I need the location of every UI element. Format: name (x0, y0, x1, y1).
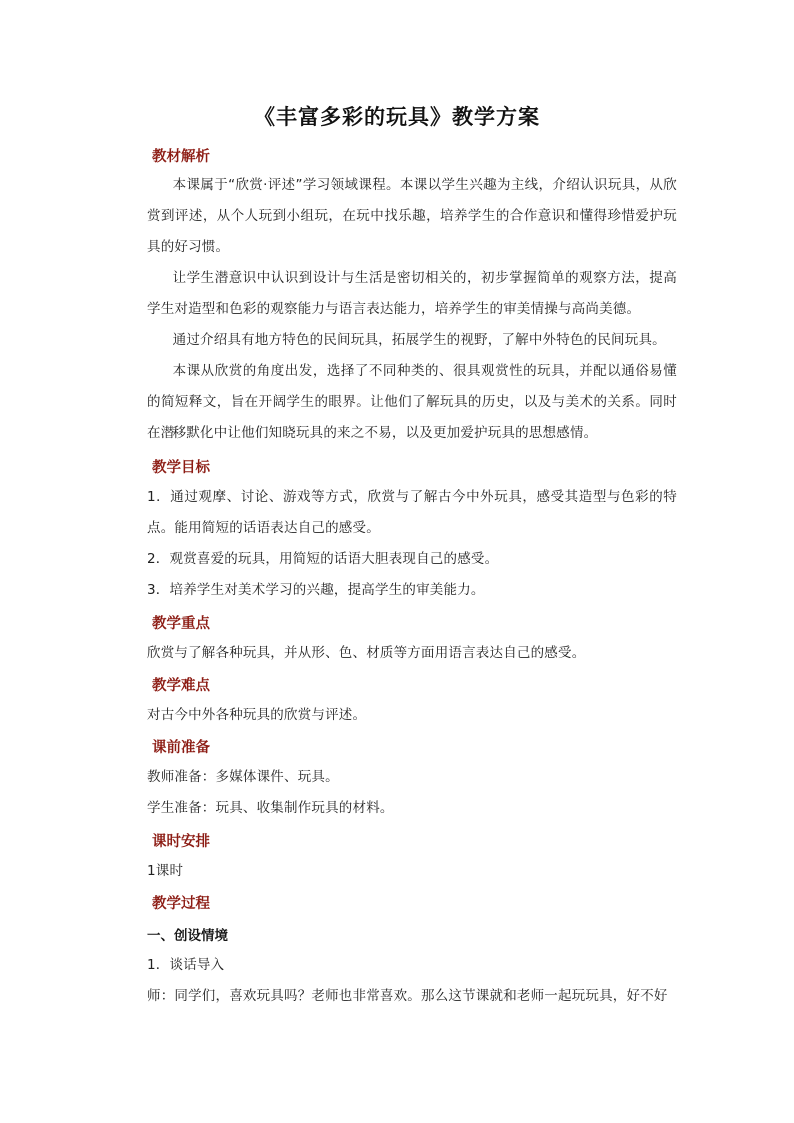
heading-process: 教学过程 (152, 896, 210, 912)
goal-item-2: 2．观赏喜爱的玩具，用简短的话语大胆表现自己的感受。 (147, 551, 499, 567)
goal-item-3: 3．培养学生对美术学习的兴趣，提高学生的审美能力。 (147, 582, 485, 598)
analysis-paragraph-1: 本课属于“欣赏·评述”学习领域课程。本课以学生兴趣为主线，介绍认识玩具，从欣赏到评述，从个人玩到小组玩，在玩中找乐趣，培养学生的合作意识和懂得珍惜爱护玩具的好习惯。 (147, 177, 677, 255)
analysis-paragraph-5: 移默化中让他们知晓玩具的来之不易，以及更加爱护玩具的思想感情。 (172, 425, 598, 441)
heading-goals: 教学目标 (152, 460, 210, 476)
prep-student: 学生准备：玩具、收集制作玩具的材料。 (147, 800, 394, 816)
process-substep-1: 1．谈话导入 (147, 957, 225, 973)
process-step-1: 一、创设情境 (147, 928, 228, 944)
heading-difficulty: 教学难点 (152, 678, 210, 694)
prep-teacher: 教师准备：多媒体课件、玩具。 (147, 769, 339, 785)
heading-analysis: 教材解析 (152, 149, 210, 165)
analysis-paragraph-2: 让学生潜意识中认识到设计与生活是密切相关的，初步掌握简单的观察方法，提高学生对造型和色彩的观察能力与语言表达能力，培养学生的审美情操与高尚美德。 (147, 270, 677, 317)
goal-item-1: 1．通过观摩、讨论、游戏等方式，欣赏与了解古今中外玩具，感受其造型与色彩的特点。能用简短的话语表达自己的感受。 (147, 489, 677, 536)
document-title: 《丰富多彩的玩具》教学方案 (254, 104, 540, 129)
schedule-text: 1课时 (147, 863, 184, 879)
process-dialog: 师：同学们，喜欢玩具吗？老师也非常喜欢。那么这节课就和老师一起玩玩具，好不好 (147, 988, 668, 1004)
heading-focus: 教学重点 (152, 616, 210, 632)
focus-text: 欣赏与了解各种玩具，并从形、色、材质等方面用语言表达自己的感受。 (147, 645, 586, 661)
heading-schedule: 课时安排 (152, 834, 210, 850)
difficulty-text: 对古今中外各种玩具的欣赏与评述。 (147, 707, 367, 723)
heading-prep: 课前准备 (152, 740, 210, 756)
analysis-paragraph-3: 通过介绍具有地方特色的民间玩具，拓展学生的视野，了解中外特色的民间玩具。 (172, 332, 666, 348)
analysis-paragraph-4: 本课从欣赏的角度出发，选择了不同种类的、很具观赏性的玩具，并配以通俗易懂的简短释文，旨在开阔学生的眼界。让他们了解玩具的历史，以及与美术的关系。同时在潜 (147, 363, 677, 441)
